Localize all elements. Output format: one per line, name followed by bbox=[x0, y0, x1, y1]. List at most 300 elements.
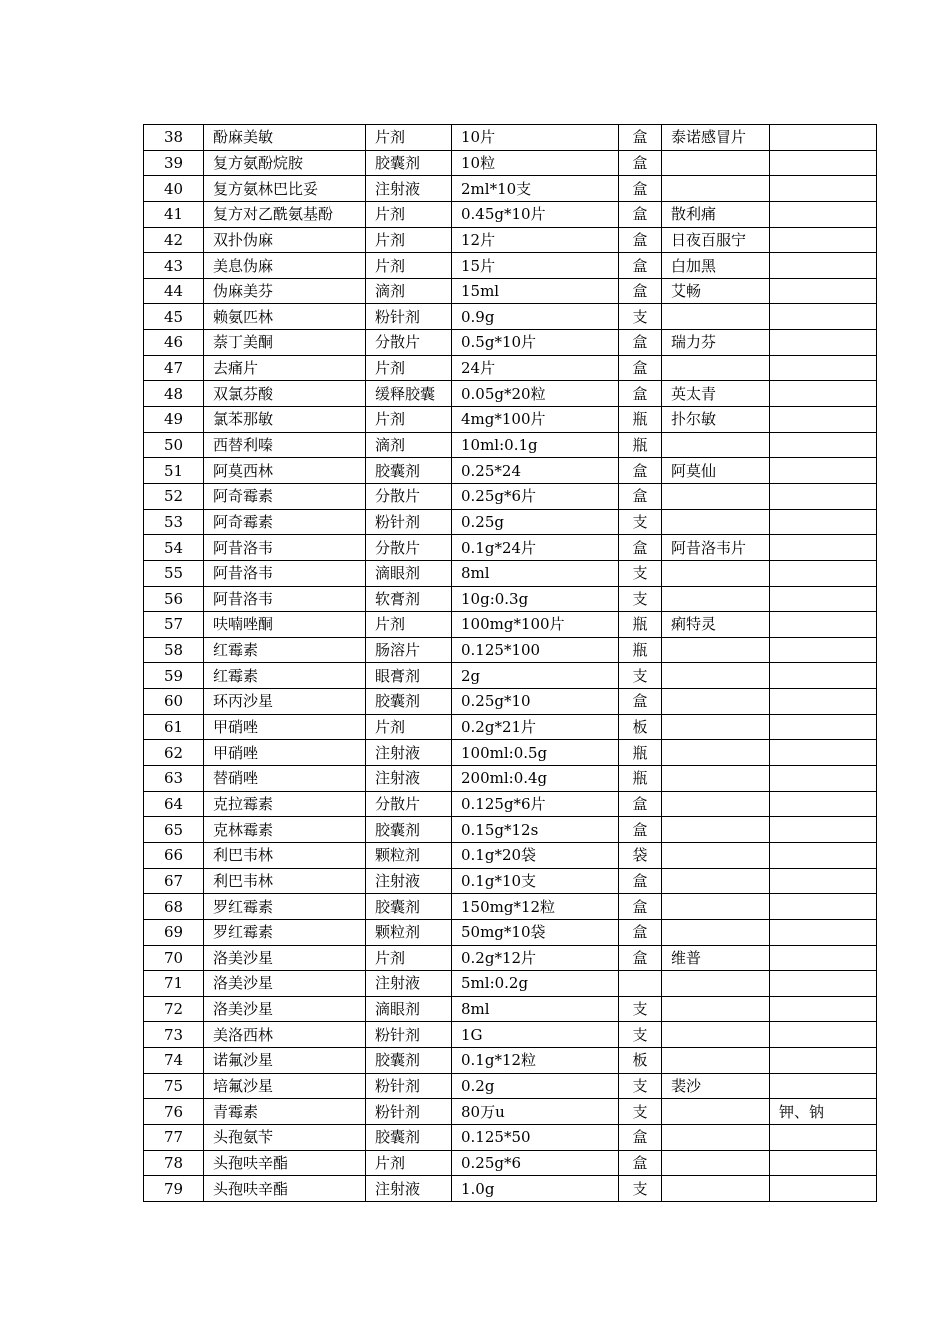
remarks-cell bbox=[770, 894, 877, 920]
remarks-cell bbox=[770, 1176, 877, 1202]
drug-name-cell: 阿莫西林 bbox=[204, 458, 366, 484]
table-row bbox=[144, 227, 877, 253]
dosage-form-cell: 注射液 bbox=[366, 176, 452, 202]
remarks-cell bbox=[770, 637, 877, 663]
remarks-cell bbox=[770, 766, 877, 792]
row-number-cell: 41 bbox=[144, 201, 204, 227]
drug-name-cell: 洛美沙星 bbox=[204, 996, 366, 1022]
drug-name-cell: 甲硝唑 bbox=[204, 740, 366, 766]
package-unit-cell: 盒 bbox=[619, 201, 662, 227]
brand-name-cell: 艾畅 bbox=[662, 278, 770, 304]
dosage-form-cell: 颗粒剂 bbox=[366, 919, 452, 945]
dosage-form-cell: 颗粒剂 bbox=[366, 842, 452, 868]
dosage-form-cell: 注射液 bbox=[366, 1176, 452, 1202]
row-number-cell: 63 bbox=[144, 766, 204, 792]
remarks-cell bbox=[770, 714, 877, 740]
specification-cell: 0.2g bbox=[452, 1073, 619, 1099]
table-row bbox=[144, 355, 877, 381]
remarks-cell bbox=[770, 535, 877, 561]
package-unit-cell: 盒 bbox=[619, 868, 662, 894]
brand-name-cell: 泰诺感冒片 bbox=[662, 125, 770, 151]
drug-name-cell: 西替利嗪 bbox=[204, 432, 366, 458]
brand-name-cell bbox=[662, 1150, 770, 1176]
remarks-cell bbox=[770, 817, 877, 843]
dosage-form-cell: 粉针剂 bbox=[366, 1099, 452, 1125]
drug-name-cell: 环丙沙星 bbox=[204, 689, 366, 715]
specification-cell: 1G bbox=[452, 1022, 619, 1048]
dosage-form-cell: 胶囊剂 bbox=[366, 458, 452, 484]
specification-cell: 1.0g bbox=[452, 1176, 619, 1202]
brand-name-cell bbox=[662, 1022, 770, 1048]
row-number-cell: 58 bbox=[144, 637, 204, 663]
drug-name-cell: 青霉素 bbox=[204, 1099, 366, 1125]
table-row bbox=[144, 278, 877, 304]
row-number-cell: 56 bbox=[144, 586, 204, 612]
table-row bbox=[144, 432, 877, 458]
brand-name-cell bbox=[662, 1099, 770, 1125]
brand-name-cell bbox=[662, 432, 770, 458]
table-row bbox=[144, 817, 877, 843]
package-unit-cell: 盒 bbox=[619, 458, 662, 484]
remarks-cell bbox=[770, 150, 877, 176]
row-number-cell: 71 bbox=[144, 971, 204, 997]
row-number-cell: 49 bbox=[144, 407, 204, 433]
table-row bbox=[144, 663, 877, 689]
drug-name-cell: 阿奇霉素 bbox=[204, 483, 366, 509]
row-number-cell: 44 bbox=[144, 278, 204, 304]
package-unit-cell: 盒 bbox=[619, 125, 662, 151]
package-unit-cell: 盒 bbox=[619, 894, 662, 920]
table-row bbox=[144, 304, 877, 330]
brand-name-cell: 痢特灵 bbox=[662, 612, 770, 638]
specification-cell: 0.25*24 bbox=[452, 458, 619, 484]
remarks-cell bbox=[770, 227, 877, 253]
remarks-cell bbox=[770, 663, 877, 689]
row-number-cell: 64 bbox=[144, 791, 204, 817]
remarks-cell bbox=[770, 330, 877, 356]
drug-name-cell: 复方对乙酰氨基酚 bbox=[204, 201, 366, 227]
package-unit-cell: 盒 bbox=[619, 791, 662, 817]
package-unit-cell: 支 bbox=[619, 1073, 662, 1099]
drug-name-cell: 双氯芬酸 bbox=[204, 381, 366, 407]
row-number-cell: 68 bbox=[144, 894, 204, 920]
row-number-cell: 53 bbox=[144, 509, 204, 535]
drug-name-cell: 赖氨匹林 bbox=[204, 304, 366, 330]
package-unit-cell: 支 bbox=[619, 509, 662, 535]
row-number-cell: 52 bbox=[144, 483, 204, 509]
table-row bbox=[144, 637, 877, 663]
brand-name-cell bbox=[662, 176, 770, 202]
row-number-cell: 76 bbox=[144, 1099, 204, 1125]
package-unit-cell: 盒 bbox=[619, 1150, 662, 1176]
dosage-form-cell: 注射液 bbox=[366, 868, 452, 894]
row-number-cell: 72 bbox=[144, 996, 204, 1022]
drug-name-cell: 红霉素 bbox=[204, 637, 366, 663]
dosage-form-cell: 胶囊剂 bbox=[366, 1124, 452, 1150]
dosage-form-cell: 胶囊剂 bbox=[366, 817, 452, 843]
specification-cell: 5ml:0.2g bbox=[452, 971, 619, 997]
row-number-cell: 67 bbox=[144, 868, 204, 894]
package-unit-cell: 瓶 bbox=[619, 612, 662, 638]
dosage-form-cell: 粉针剂 bbox=[366, 1073, 452, 1099]
row-number-cell: 46 bbox=[144, 330, 204, 356]
dosage-form-cell: 粉针剂 bbox=[366, 509, 452, 535]
specification-cell: 8ml bbox=[452, 560, 619, 586]
drug-name-cell: 头孢呋辛酯 bbox=[204, 1150, 366, 1176]
drug-name-cell: 双扑伪麻 bbox=[204, 227, 366, 253]
specification-cell: 12片 bbox=[452, 227, 619, 253]
specification-cell: 100mg*100片 bbox=[452, 612, 619, 638]
remarks-cell: 钾、钠 bbox=[770, 1099, 877, 1125]
row-number-cell: 59 bbox=[144, 663, 204, 689]
package-unit-cell: 支 bbox=[619, 663, 662, 689]
table-row bbox=[144, 1073, 877, 1099]
drug-name-cell: 复方氨林巴比妥 bbox=[204, 176, 366, 202]
remarks-cell bbox=[770, 1150, 877, 1176]
table-row bbox=[144, 1048, 877, 1074]
specification-cell: 10粒 bbox=[452, 150, 619, 176]
table-row bbox=[144, 483, 877, 509]
brand-name-cell: 白加黑 bbox=[662, 253, 770, 279]
specification-cell: 0.45g*10片 bbox=[452, 201, 619, 227]
remarks-cell bbox=[770, 458, 877, 484]
remarks-cell bbox=[770, 176, 877, 202]
drug-name-cell: 洛美沙星 bbox=[204, 971, 366, 997]
specification-cell: 0.25g*6 bbox=[452, 1150, 619, 1176]
table-row bbox=[144, 996, 877, 1022]
drug-name-cell: 氯苯那敏 bbox=[204, 407, 366, 433]
brand-name-cell bbox=[662, 842, 770, 868]
drug-table-body bbox=[144, 125, 877, 1202]
brand-name-cell bbox=[662, 1124, 770, 1150]
row-number-cell: 43 bbox=[144, 253, 204, 279]
package-unit-cell: 盒 bbox=[619, 253, 662, 279]
brand-name-cell: 裴沙 bbox=[662, 1073, 770, 1099]
specification-cell: 0.25g bbox=[452, 509, 619, 535]
drug-name-cell: 伪麻美芬 bbox=[204, 278, 366, 304]
table-row bbox=[144, 1022, 877, 1048]
row-number-cell: 38 bbox=[144, 125, 204, 151]
drug-list-page bbox=[143, 124, 877, 1202]
brand-name-cell bbox=[662, 1048, 770, 1074]
specification-cell: 0.9g bbox=[452, 304, 619, 330]
remarks-cell bbox=[770, 355, 877, 381]
remarks-cell bbox=[770, 1022, 877, 1048]
dosage-form-cell: 滴眼剂 bbox=[366, 996, 452, 1022]
dosage-form-cell: 胶囊剂 bbox=[366, 689, 452, 715]
brand-name-cell bbox=[662, 663, 770, 689]
row-number-cell: 45 bbox=[144, 304, 204, 330]
dosage-form-cell: 注射液 bbox=[366, 740, 452, 766]
package-unit-cell: 盒 bbox=[619, 330, 662, 356]
specification-cell: 10片 bbox=[452, 125, 619, 151]
brand-name-cell: 阿莫仙 bbox=[662, 458, 770, 484]
drug-name-cell: 诺氟沙星 bbox=[204, 1048, 366, 1074]
brand-name-cell bbox=[662, 586, 770, 612]
specification-cell: 100ml:0.5g bbox=[452, 740, 619, 766]
table-row bbox=[144, 894, 877, 920]
table-row bbox=[144, 1150, 877, 1176]
package-unit-cell: 盒 bbox=[619, 817, 662, 843]
specification-cell: 0.1g*12粒 bbox=[452, 1048, 619, 1074]
row-number-cell: 39 bbox=[144, 150, 204, 176]
package-unit-cell: 盒 bbox=[619, 278, 662, 304]
row-number-cell: 73 bbox=[144, 1022, 204, 1048]
package-unit-cell: 瓶 bbox=[619, 637, 662, 663]
brand-name-cell bbox=[662, 740, 770, 766]
drug-name-cell: 洛美沙星 bbox=[204, 945, 366, 971]
drug-name-cell: 红霉素 bbox=[204, 663, 366, 689]
specification-cell: 200ml:0.4g bbox=[452, 766, 619, 792]
drug-table bbox=[143, 124, 877, 1202]
dosage-form-cell: 胶囊剂 bbox=[366, 1048, 452, 1074]
remarks-cell bbox=[770, 945, 877, 971]
row-number-cell: 75 bbox=[144, 1073, 204, 1099]
brand-name-cell bbox=[662, 637, 770, 663]
dosage-form-cell: 分散片 bbox=[366, 535, 452, 561]
dosage-form-cell: 粉针剂 bbox=[366, 1022, 452, 1048]
row-number-cell: 40 bbox=[144, 176, 204, 202]
package-unit-cell: 盒 bbox=[619, 355, 662, 381]
dosage-form-cell: 片剂 bbox=[366, 945, 452, 971]
specification-cell: 24片 bbox=[452, 355, 619, 381]
drug-name-cell: 甲硝唑 bbox=[204, 714, 366, 740]
row-number-cell: 48 bbox=[144, 381, 204, 407]
row-number-cell: 47 bbox=[144, 355, 204, 381]
table-row bbox=[144, 766, 877, 792]
remarks-cell bbox=[770, 201, 877, 227]
package-unit-cell: 盒 bbox=[619, 535, 662, 561]
drug-name-cell: 克林霉素 bbox=[204, 817, 366, 843]
remarks-cell bbox=[770, 381, 877, 407]
specification-cell: 0.2g*12片 bbox=[452, 945, 619, 971]
specification-cell: 0.5g*10片 bbox=[452, 330, 619, 356]
row-number-cell: 79 bbox=[144, 1176, 204, 1202]
brand-name-cell bbox=[662, 766, 770, 792]
brand-name-cell: 阿昔洛韦片 bbox=[662, 535, 770, 561]
specification-cell: 0.05g*20粒 bbox=[452, 381, 619, 407]
remarks-cell bbox=[770, 586, 877, 612]
drug-name-cell: 头孢氨苄 bbox=[204, 1124, 366, 1150]
table-row bbox=[144, 509, 877, 535]
row-number-cell: 78 bbox=[144, 1150, 204, 1176]
package-unit-cell: 板 bbox=[619, 1048, 662, 1074]
remarks-cell bbox=[770, 1124, 877, 1150]
brand-name-cell bbox=[662, 689, 770, 715]
drug-name-cell: 阿昔洛韦 bbox=[204, 560, 366, 586]
remarks-cell bbox=[770, 304, 877, 330]
package-unit-cell: 支 bbox=[619, 1176, 662, 1202]
table-row bbox=[144, 201, 877, 227]
remarks-cell bbox=[770, 125, 877, 151]
table-row bbox=[144, 176, 877, 202]
brand-name-cell bbox=[662, 791, 770, 817]
table-row bbox=[144, 560, 877, 586]
remarks-cell bbox=[770, 996, 877, 1022]
brand-name-cell bbox=[662, 150, 770, 176]
drug-name-cell: 头孢呋辛酯 bbox=[204, 1176, 366, 1202]
row-number-cell: 69 bbox=[144, 919, 204, 945]
remarks-cell bbox=[770, 740, 877, 766]
table-row bbox=[144, 919, 877, 945]
drug-name-cell: 罗红霉素 bbox=[204, 894, 366, 920]
drug-name-cell: 培氟沙星 bbox=[204, 1073, 366, 1099]
row-number-cell: 65 bbox=[144, 817, 204, 843]
remarks-cell bbox=[770, 612, 877, 638]
brand-name-cell bbox=[662, 868, 770, 894]
package-unit-cell: 瓶 bbox=[619, 740, 662, 766]
specification-cell: 0.2g*21片 bbox=[452, 714, 619, 740]
brand-name-cell: 日夜百服宁 bbox=[662, 227, 770, 253]
table-row bbox=[144, 253, 877, 279]
specification-cell: 50mg*10袋 bbox=[452, 919, 619, 945]
brand-name-cell: 瑞力芬 bbox=[662, 330, 770, 356]
table-row bbox=[144, 586, 877, 612]
drug-name-cell: 阿奇霉素 bbox=[204, 509, 366, 535]
drug-name-cell: 克拉霉素 bbox=[204, 791, 366, 817]
dosage-form-cell: 片剂 bbox=[366, 714, 452, 740]
dosage-form-cell: 眼膏剂 bbox=[366, 663, 452, 689]
table-row bbox=[144, 535, 877, 561]
specification-cell: 10g:0.3g bbox=[452, 586, 619, 612]
row-number-cell: 42 bbox=[144, 227, 204, 253]
dosage-form-cell: 滴剂 bbox=[366, 432, 452, 458]
dosage-form-cell: 胶囊剂 bbox=[366, 894, 452, 920]
remarks-cell bbox=[770, 278, 877, 304]
remarks-cell bbox=[770, 407, 877, 433]
remarks-cell bbox=[770, 483, 877, 509]
table-row bbox=[144, 407, 877, 433]
dosage-form-cell: 片剂 bbox=[366, 227, 452, 253]
row-number-cell: 74 bbox=[144, 1048, 204, 1074]
remarks-cell bbox=[770, 971, 877, 997]
package-unit-cell: 支 bbox=[619, 1022, 662, 1048]
drug-name-cell: 阿昔洛韦 bbox=[204, 535, 366, 561]
drug-name-cell: 美息伪麻 bbox=[204, 253, 366, 279]
row-number-cell: 55 bbox=[144, 560, 204, 586]
remarks-cell bbox=[770, 509, 877, 535]
brand-name-cell bbox=[662, 355, 770, 381]
dosage-form-cell: 片剂 bbox=[366, 201, 452, 227]
specification-cell: 15片 bbox=[452, 253, 619, 279]
specification-cell: 0.1g*10支 bbox=[452, 868, 619, 894]
package-unit-cell: 板 bbox=[619, 714, 662, 740]
remarks-cell bbox=[770, 560, 877, 586]
dosage-form-cell: 片剂 bbox=[366, 253, 452, 279]
package-unit-cell: 盒 bbox=[619, 227, 662, 253]
remarks-cell bbox=[770, 432, 877, 458]
package-unit-cell: 盒 bbox=[619, 150, 662, 176]
drug-name-cell: 罗红霉素 bbox=[204, 919, 366, 945]
table-row bbox=[144, 689, 877, 715]
table-row bbox=[144, 868, 877, 894]
dosage-form-cell: 片剂 bbox=[366, 1150, 452, 1176]
package-unit-cell: 瓶 bbox=[619, 407, 662, 433]
dosage-form-cell: 注射液 bbox=[366, 971, 452, 997]
package-unit-cell: 盒 bbox=[619, 1124, 662, 1150]
specification-cell: 0.1g*20袋 bbox=[452, 842, 619, 868]
brand-name-cell bbox=[662, 971, 770, 997]
specification-cell: 0.25g*10 bbox=[452, 689, 619, 715]
row-number-cell: 50 bbox=[144, 432, 204, 458]
table-row bbox=[144, 125, 877, 151]
row-number-cell: 61 bbox=[144, 714, 204, 740]
remarks-cell bbox=[770, 919, 877, 945]
table-row bbox=[144, 1124, 877, 1150]
dosage-form-cell: 片剂 bbox=[366, 125, 452, 151]
package-unit-cell: 支 bbox=[619, 560, 662, 586]
dosage-form-cell: 滴剂 bbox=[366, 278, 452, 304]
specification-cell: 80万u bbox=[452, 1099, 619, 1125]
dosage-form-cell: 片剂 bbox=[366, 407, 452, 433]
row-number-cell: 77 bbox=[144, 1124, 204, 1150]
table-row bbox=[144, 381, 877, 407]
drug-name-cell: 去痛片 bbox=[204, 355, 366, 381]
table-row bbox=[144, 150, 877, 176]
specification-cell: 4mg*100片 bbox=[452, 407, 619, 433]
row-number-cell: 57 bbox=[144, 612, 204, 638]
specification-cell: 150mg*12粒 bbox=[452, 894, 619, 920]
brand-name-cell bbox=[662, 509, 770, 535]
drug-name-cell: 酚麻美敏 bbox=[204, 125, 366, 151]
specification-cell: 0.125*50 bbox=[452, 1124, 619, 1150]
brand-name-cell: 扑尔敏 bbox=[662, 407, 770, 433]
row-number-cell: 54 bbox=[144, 535, 204, 561]
package-unit-cell: 支 bbox=[619, 996, 662, 1022]
dosage-form-cell: 滴眼剂 bbox=[366, 560, 452, 586]
drug-name-cell: 萘丁美酮 bbox=[204, 330, 366, 356]
dosage-form-cell: 注射液 bbox=[366, 766, 452, 792]
dosage-form-cell: 片剂 bbox=[366, 355, 452, 381]
brand-name-cell: 英太青 bbox=[662, 381, 770, 407]
package-unit-cell: 盒 bbox=[619, 176, 662, 202]
package-unit-cell: 袋 bbox=[619, 842, 662, 868]
remarks-cell bbox=[770, 253, 877, 279]
brand-name-cell bbox=[662, 919, 770, 945]
brand-name-cell bbox=[662, 304, 770, 330]
dosage-form-cell: 肠溶片 bbox=[366, 637, 452, 663]
drug-name-cell: 替硝唑 bbox=[204, 766, 366, 792]
dosage-form-cell: 片剂 bbox=[366, 612, 452, 638]
dosage-form-cell: 分散片 bbox=[366, 791, 452, 817]
package-unit-cell: 盒 bbox=[619, 381, 662, 407]
specification-cell: 8ml bbox=[452, 996, 619, 1022]
remarks-cell bbox=[770, 791, 877, 817]
dosage-form-cell: 缓释胶囊 bbox=[366, 381, 452, 407]
package-unit-cell: 支 bbox=[619, 304, 662, 330]
table-row bbox=[144, 714, 877, 740]
dosage-form-cell: 胶囊剂 bbox=[366, 150, 452, 176]
specification-cell: 0.25g*6片 bbox=[452, 483, 619, 509]
remarks-cell bbox=[770, 842, 877, 868]
specification-cell: 0.15g*12s bbox=[452, 817, 619, 843]
table-row bbox=[144, 945, 877, 971]
table-row bbox=[144, 842, 877, 868]
package-unit-cell bbox=[619, 971, 662, 997]
remarks-cell bbox=[770, 1048, 877, 1074]
specification-cell: 2g bbox=[452, 663, 619, 689]
table-row bbox=[144, 1176, 877, 1202]
specification-cell: 15ml bbox=[452, 278, 619, 304]
dosage-form-cell: 软膏剂 bbox=[366, 586, 452, 612]
drug-name-cell: 呋喃唑酮 bbox=[204, 612, 366, 638]
package-unit-cell: 瓶 bbox=[619, 766, 662, 792]
brand-name-cell bbox=[662, 996, 770, 1022]
specification-cell: 0.125g*6片 bbox=[452, 791, 619, 817]
drug-name-cell: 复方氨酚烷胺 bbox=[204, 150, 366, 176]
table-row bbox=[144, 1099, 877, 1125]
package-unit-cell: 支 bbox=[619, 1099, 662, 1125]
